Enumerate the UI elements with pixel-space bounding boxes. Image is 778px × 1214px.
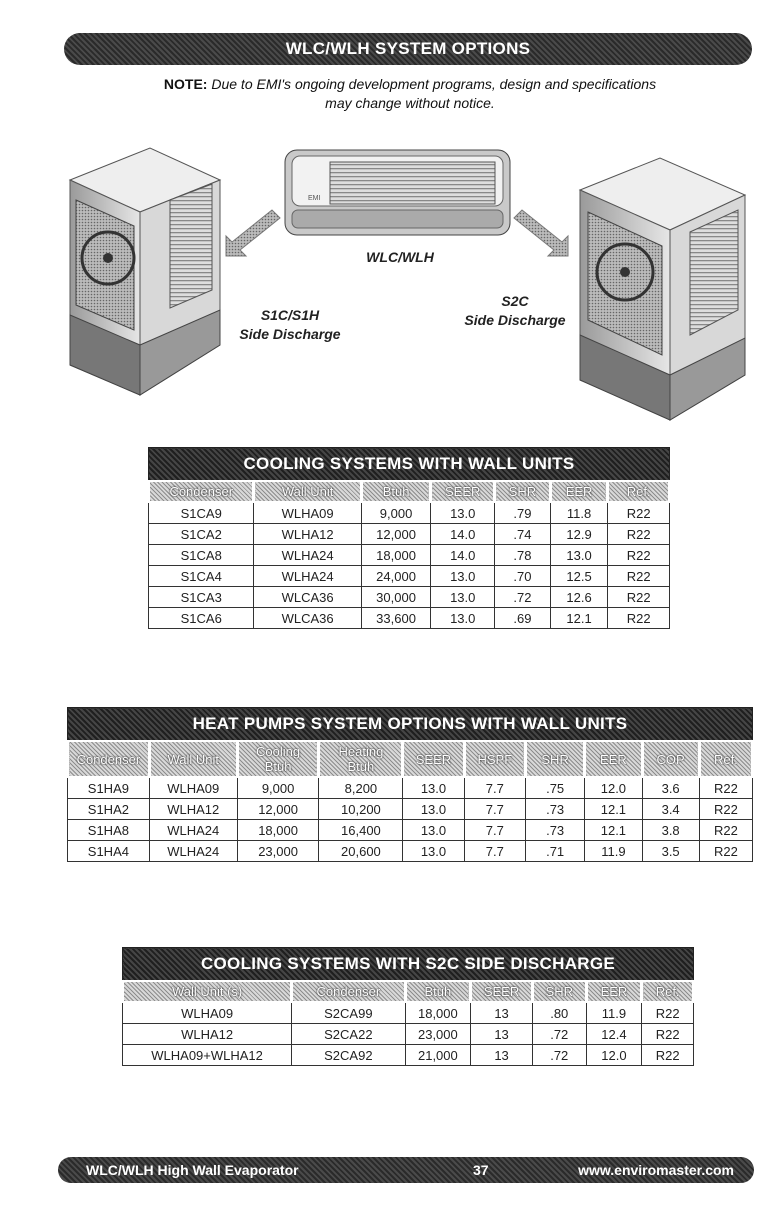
column-header [525, 741, 584, 777]
table-cell: .78 [495, 545, 551, 566]
column-header-label: Btuh [382, 484, 410, 499]
table-cell: 21,000 [405, 1045, 471, 1066]
column-header-label: EER [600, 751, 627, 767]
table-cell: R22 [699, 820, 752, 841]
column-header-label: Wall Unit [167, 751, 219, 767]
table-row [68, 841, 753, 862]
table-cell: R22 [608, 502, 670, 524]
table-cell: 12.1 [585, 820, 642, 841]
table-row [149, 502, 670, 524]
column-header [123, 981, 292, 1002]
left-condenser-unit [70, 148, 220, 395]
table-cell: WLHA09 [254, 502, 361, 524]
column-header [495, 481, 551, 502]
column-header-label: Condenser [316, 984, 381, 999]
left-unit-model: S1C/S1H [260, 307, 320, 323]
table-cell: .72 [532, 1024, 586, 1045]
note [80, 75, 740, 113]
table-cell: 12.0 [585, 777, 642, 799]
column-header [431, 481, 495, 502]
table-cell: 13.0 [403, 799, 464, 820]
table-cell: 11.9 [586, 1002, 642, 1024]
table-cell: 14.0 [431, 545, 495, 566]
table-title: COOLING SYSTEMS WITH S2C SIDE DISCHARGE [123, 948, 694, 982]
column-header [319, 741, 403, 777]
svg-text:EMI: EMI [308, 195, 321, 202]
column-header-label: SEER [483, 984, 520, 999]
table-cell: 20,600 [319, 841, 403, 862]
table-cell: WLHA24 [254, 566, 361, 587]
column-header-label: Ref. [655, 984, 680, 999]
units-illustration [0, 140, 778, 430]
table-cell: S1HA9 [68, 777, 150, 799]
table-cell: 23,000 [405, 1024, 471, 1045]
table-row [123, 1024, 694, 1045]
table-cell: 9,000 [361, 502, 431, 524]
column-header-label: SEER [445, 484, 481, 499]
table-cell: 11.8 [550, 502, 608, 524]
page-number: 37 [473, 1162, 489, 1178]
table-row [68, 820, 753, 841]
table-cell: 13.0 [431, 502, 495, 524]
table-cell: 9,000 [237, 777, 319, 799]
footer-website: www.enviromaster.com [578, 1162, 734, 1178]
column-header [464, 741, 525, 777]
table-cell: WLHA09+WLHA12 [123, 1045, 292, 1066]
column-header-label: Ref. [626, 484, 651, 499]
column-header-label: COP [656, 751, 685, 767]
column-header [608, 481, 670, 502]
table-cell: R22 [642, 1002, 694, 1024]
table-cell: S2CA99 [292, 1002, 405, 1024]
table-cell: 10,200 [319, 799, 403, 820]
table-cell: .73 [525, 799, 584, 820]
column-header-label: SHR [508, 484, 537, 499]
column-header [292, 981, 405, 1002]
table-cell: .79 [495, 502, 551, 524]
table-cell: 13 [471, 1045, 533, 1066]
table-cell: 7.7 [464, 799, 525, 820]
table-cell: R22 [642, 1045, 694, 1066]
column-header [405, 981, 471, 1002]
column-header-label: Wall Unit (s) [171, 984, 243, 999]
table-cell: WLHA24 [149, 841, 237, 862]
table-cell: .72 [495, 587, 551, 608]
system-illustration [0, 140, 778, 430]
table-cell: 13 [471, 1024, 533, 1045]
left-unit-discharge: Side Discharge [239, 326, 341, 342]
table-cell: 8,200 [319, 777, 403, 799]
column-header-label: Btuh [347, 759, 375, 774]
column-header-label: Btuh [264, 759, 292, 774]
column-header-label: Heating [338, 744, 384, 759]
column-header-label: Ref. [713, 751, 738, 767]
table-cell: 13 [471, 1002, 533, 1024]
table-cell: R22 [699, 799, 752, 820]
right-unit-caption [440, 292, 590, 330]
table-cell: 13.0 [403, 777, 464, 799]
column-header [550, 481, 608, 502]
right-unit-discharge: Side Discharge [464, 312, 566, 328]
cooling-s2c-table [121, 947, 695, 1066]
table-cell: 12,000 [237, 799, 319, 820]
wall-unit-evaporator [285, 150, 510, 235]
table-cell: S2CA92 [292, 1045, 405, 1066]
table-cell: 13.0 [431, 608, 495, 629]
column-header-label: Condenser [169, 484, 234, 499]
table-cell: S1HA4 [68, 841, 150, 862]
table-row [149, 524, 670, 545]
table-cell: .69 [495, 608, 551, 629]
table-cell: 3.6 [642, 777, 699, 799]
table-cell: .75 [525, 777, 584, 799]
table-cell: R22 [642, 1024, 694, 1045]
column-header [254, 481, 361, 502]
page-title: WLC/WLH SYSTEM OPTIONS [285, 39, 531, 58]
note-text-line2: may change without notice. [325, 95, 495, 111]
table-title: HEAT PUMPS SYSTEM OPTIONS WITH WALL UNITS [68, 708, 753, 742]
table-cell: 13.0 [403, 841, 464, 862]
table-row [123, 1002, 694, 1024]
table-cell: 3.5 [642, 841, 699, 862]
table-row [68, 799, 753, 820]
table-cell: 12.9 [550, 524, 608, 545]
table-cell: S1CA9 [149, 502, 254, 524]
column-header [699, 741, 752, 777]
table-cell: S1CA8 [149, 545, 254, 566]
table-cell: WLHA09 [149, 777, 237, 799]
column-header [361, 481, 431, 502]
table-cell: 14.0 [431, 524, 495, 545]
column-header-label: EER [600, 984, 628, 999]
note-label: NOTE: [163, 76, 208, 92]
table-cell: .74 [495, 524, 551, 545]
table-cell: 16,400 [319, 820, 403, 841]
column-header [585, 741, 642, 777]
table-cell: .72 [532, 1045, 586, 1066]
table-cell: 13.0 [431, 566, 495, 587]
table-row [123, 1045, 694, 1066]
table-cell: .71 [525, 841, 584, 862]
table-cell: WLHA24 [149, 820, 237, 841]
cooling-wall-units-table [147, 447, 671, 629]
table-cell: S1CA4 [149, 566, 254, 587]
right-condenser-unit [580, 158, 745, 420]
column-header [237, 741, 319, 777]
column-header-label: EER [565, 484, 593, 499]
table-cell: 13.0 [403, 820, 464, 841]
note-text-line1: Due to EMI's ongoing development programs, design and specifications [211, 76, 657, 92]
table-cell: .70 [495, 566, 551, 587]
column-header [642, 981, 694, 1002]
table-cell: 3.8 [642, 820, 699, 841]
table-cell: R22 [608, 524, 670, 545]
table-cell: WLCA36 [254, 608, 361, 629]
column-header-label: Condenser [76, 751, 141, 767]
table-cell: 11.9 [585, 841, 642, 862]
column-header-label: SHR [541, 751, 569, 767]
table-cell: 12.0 [586, 1045, 642, 1066]
table-cell: 18,000 [405, 1002, 471, 1024]
table-cell: R22 [608, 566, 670, 587]
column-header-label: Wall Unit [281, 484, 334, 499]
table-cell: R22 [608, 587, 670, 608]
table-cell: WLHA12 [149, 799, 237, 820]
table-cell: 7.7 [464, 841, 525, 862]
table-row [149, 545, 670, 566]
left-unit-caption [215, 306, 365, 344]
table-cell: 3.4 [642, 799, 699, 820]
column-header-label: HSPF [477, 751, 513, 767]
table-cell: 12.5 [550, 566, 608, 587]
table-cell: 12.4 [586, 1024, 642, 1045]
table-cell: S1HA2 [68, 799, 150, 820]
table-cell: .80 [532, 1002, 586, 1024]
column-header [532, 981, 586, 1002]
column-header [149, 741, 237, 777]
table-cell: 12.1 [550, 608, 608, 629]
table-cell: 33,600 [361, 608, 431, 629]
table-cell: 13.0 [550, 545, 608, 566]
footer-product: WLC/WLH High Wall Evaporator [86, 1162, 299, 1178]
heat-pumps-table [66, 707, 754, 862]
table-cell: WLHA24 [254, 545, 361, 566]
table-cell: 18,000 [361, 545, 431, 566]
column-header [149, 481, 254, 502]
column-header-label: SHR [545, 984, 573, 999]
table-row [149, 566, 670, 587]
table-cell: S1CA3 [149, 587, 254, 608]
table-cell: 30,000 [361, 587, 431, 608]
table-cell: WLCA36 [254, 587, 361, 608]
column-header-label: Cooling [256, 744, 301, 759]
table-cell: WLHA12 [254, 524, 361, 545]
table-cell: WLHA12 [123, 1024, 292, 1045]
table-cell: R22 [608, 608, 670, 629]
table-cell: R22 [699, 777, 752, 799]
table-cell: 12,000 [361, 524, 431, 545]
table-row [68, 777, 753, 799]
table-cell: 13.0 [431, 587, 495, 608]
table-cell: 12.6 [550, 587, 608, 608]
table-cell: WLHA09 [123, 1002, 292, 1024]
table-cell: S1HA8 [68, 820, 150, 841]
table-cell: 7.7 [464, 777, 525, 799]
column-header [403, 741, 464, 777]
column-header [471, 981, 533, 1002]
column-header [642, 741, 699, 777]
table-cell: S1CA2 [149, 524, 254, 545]
column-header-label: Btuh [424, 984, 452, 999]
table-row [149, 608, 670, 629]
table-cell: 7.7 [464, 820, 525, 841]
table-cell: 18,000 [237, 820, 319, 841]
wall-unit-caption: WLC/WLH [366, 249, 434, 265]
table-cell: R22 [699, 841, 752, 862]
table-cell: .73 [525, 820, 584, 841]
right-unit-model: S2C [501, 293, 529, 309]
table-cell: 23,000 [237, 841, 319, 862]
column-header [68, 741, 150, 777]
column-header [586, 981, 642, 1002]
column-header-label: SEER [415, 751, 452, 767]
page-header-banner [64, 33, 752, 65]
table-cell: 24,000 [361, 566, 431, 587]
page-footer [58, 1157, 754, 1183]
table-title: COOLING SYSTEMS WITH WALL UNITS [149, 448, 670, 482]
table-row [149, 587, 670, 608]
table-cell: S2CA22 [292, 1024, 405, 1045]
table-cell: 12.1 [585, 799, 642, 820]
table-cell: S1CA6 [149, 608, 254, 629]
table-cell: R22 [608, 545, 670, 566]
